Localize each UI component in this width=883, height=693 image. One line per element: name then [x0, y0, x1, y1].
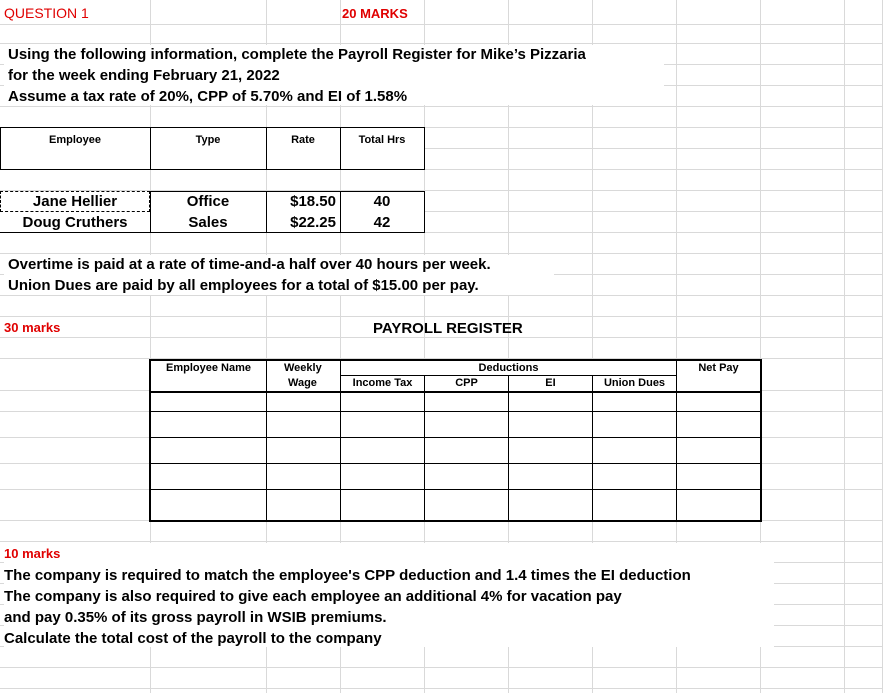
register-row-1[interactable]: [151, 393, 760, 411]
employee-type: Sales: [188, 214, 228, 231]
employee-name: Jane Hellier: [32, 193, 118, 210]
register-title: PAYROLL REGISTER: [373, 320, 523, 337]
col-ei: EI: [545, 377, 556, 389]
question-title: QUESTION 1: [4, 5, 89, 21]
register-row-4[interactable]: [151, 464, 760, 489]
col-cpp: CPP: [455, 377, 478, 389]
employee-rate: $22.25: [290, 214, 336, 231]
register-marks: 30 marks: [4, 320, 61, 335]
register-row-5[interactable]: [151, 490, 760, 520]
col-net-pay: Net Pay: [698, 362, 739, 374]
col-wage: Wage: [288, 377, 317, 389]
part2-line: and pay 0.35% of its gross payroll in WSIB premiums.: [4, 609, 387, 626]
register-row-3[interactable]: [151, 438, 760, 463]
employee-hours: 40: [373, 193, 391, 210]
note-line: Overtime is paid at a rate of time-and-a half over 40 hours per week.: [8, 256, 491, 273]
intro-line: Assume a tax rate of 20%, CPP of 5.70% and EI of 1.58%: [8, 88, 408, 105]
col-employee-name: Employee Name: [166, 362, 251, 374]
intro-line: for the week ending February 21, 2022: [8, 67, 280, 84]
employee-rate: $18.50: [290, 193, 336, 210]
part2-marks: 10 marks: [4, 546, 61, 561]
col-deductions: Deductions: [478, 362, 539, 374]
col-income-tax: Income Tax: [352, 377, 413, 389]
part2-line: Calculate the total cost of the payroll to the company: [4, 630, 382, 647]
col-total-hrs: Total Hrs: [358, 134, 406, 146]
col-rate: Rate: [291, 134, 315, 146]
part2-line: The company is required to match the employee's CPP deduction and 1.4 times the EI deduction: [4, 567, 691, 584]
employee-hours: 42: [373, 214, 391, 231]
register-row-2[interactable]: [151, 412, 760, 437]
col-type: Type: [195, 134, 221, 146]
part2-line: The company is also required to give each employee an additional 4% for vacation pay: [4, 588, 622, 605]
employee-name: Doug Cruthers: [22, 214, 128, 231]
col-weekly: Weekly: [284, 362, 322, 374]
intro-line: Using the following information, complete the Payroll Register for Mike’s Pizzaria: [8, 46, 586, 63]
employee-type: Office: [186, 193, 230, 210]
col-employee: Employee: [49, 134, 101, 146]
question-marks: 20 MARKS: [342, 6, 408, 21]
col-union-dues: Union Dues: [603, 377, 666, 389]
note-line: Union Dues are paid by all employees for a total of $15.00 per pay.: [8, 277, 479, 294]
